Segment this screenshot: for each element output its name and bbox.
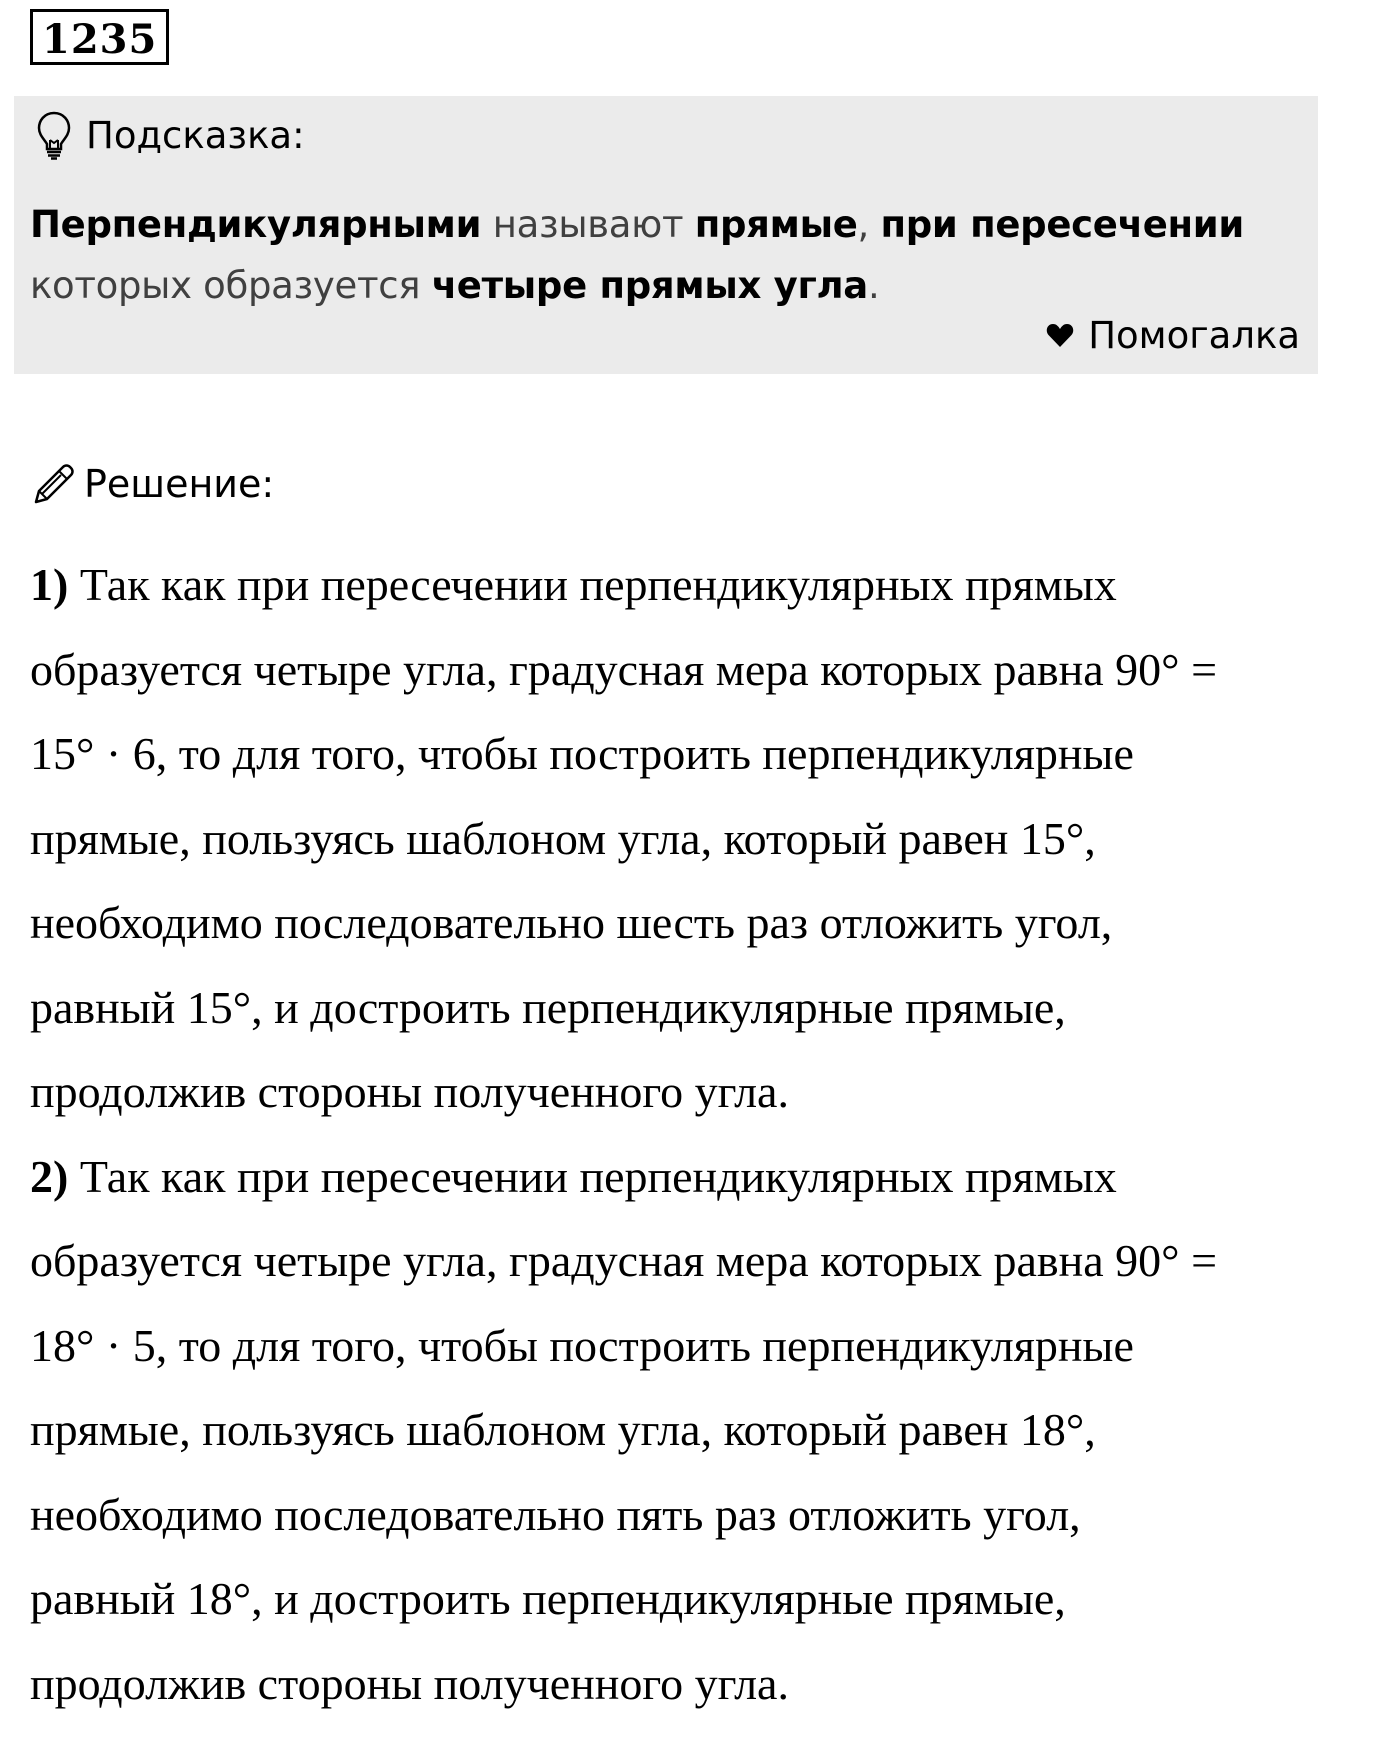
hint-title: Подсказка: — [86, 113, 305, 157]
solution-line — [30, 1388, 1370, 1473]
solution-line — [30, 797, 1370, 882]
solution-line-text: 15° · 6, то для того, чтобы построить перпендикулярные — [30, 728, 1134, 779]
solution-line-text: необходимо последовательно шесть раз отложить угол, — [30, 897, 1113, 948]
hint-footer-label: Помогалка — [1088, 314, 1300, 357]
solution-line — [30, 966, 1370, 1051]
hint-box — [14, 96, 1318, 374]
solution-line — [30, 1219, 1370, 1304]
solution-line-text: прямые, пользуясь шаблоном угла, который равен 15°, — [30, 812, 1096, 864]
solution-line-text: Так как при пересечении перпендикулярных прямых — [79, 1150, 1117, 1202]
solution-line-text: образуется четыре угла, градусная мера которых равна 90° = — [30, 643, 1218, 695]
task-number: 1235 — [30, 9, 169, 65]
hint-text — [30, 194, 1310, 316]
solution-line-text: равный 15°, и достроить перпендикулярные прямые, — [30, 981, 1066, 1033]
hint-term: Перпендикулярными — [30, 203, 482, 246]
solution-line-text: Так как при пересечении перпендикулярных прямых — [79, 559, 1117, 610]
pencil-icon — [32, 462, 76, 506]
step-number: 1) — [30, 559, 69, 610]
hint-phrase: называют — [481, 203, 695, 246]
solution-body — [30, 543, 1370, 1726]
solution-line-text: необходимо последовательно пять раз отложить угол, — [30, 1488, 1081, 1540]
solution-line-text: 18° · 5, то для того, чтобы построить перпендикулярные — [30, 1319, 1134, 1371]
solution-line — [30, 543, 1370, 628]
hint-footer — [1046, 314, 1300, 357]
solution-line-text: равный 18°, и достроить перпендикулярные прямые, — [30, 1573, 1066, 1624]
hint-term: при пересечении — [880, 203, 1244, 246]
solution-line — [30, 1642, 1370, 1727]
solution-line-text: продолжив стороны полученного угла. — [30, 1657, 789, 1709]
hint-phrase: . — [867, 264, 880, 307]
hint-phrase: , — [857, 203, 881, 246]
solution-line — [30, 1304, 1370, 1389]
step-number: 2) — [30, 1150, 69, 1202]
solution-line-text: продолжив стороны полученного угла. — [30, 1066, 789, 1117]
solution-title: Решение: — [84, 462, 275, 506]
solution-line — [30, 1050, 1370, 1135]
heart-icon — [1046, 314, 1074, 357]
lightbulb-icon — [36, 110, 72, 160]
solution-line — [30, 881, 1370, 966]
solution-line-text: прямые, пользуясь шаблоном угла, который равен 18°, — [30, 1404, 1096, 1455]
hint-header — [36, 110, 305, 160]
solution-line — [30, 628, 1370, 713]
solution-line — [30, 1473, 1370, 1558]
hint-term: прямые — [694, 203, 858, 246]
solution-line — [30, 712, 1370, 797]
solution-header — [32, 462, 274, 506]
hint-term: четыре прямых угла — [431, 264, 868, 307]
solution-line — [30, 1557, 1370, 1642]
solution-line-text: образуется четыре угла, градусная мера которых равна 90° = — [30, 1235, 1218, 1286]
hint-phrase: которых образуется — [30, 264, 432, 307]
solution-line — [30, 1135, 1370, 1220]
